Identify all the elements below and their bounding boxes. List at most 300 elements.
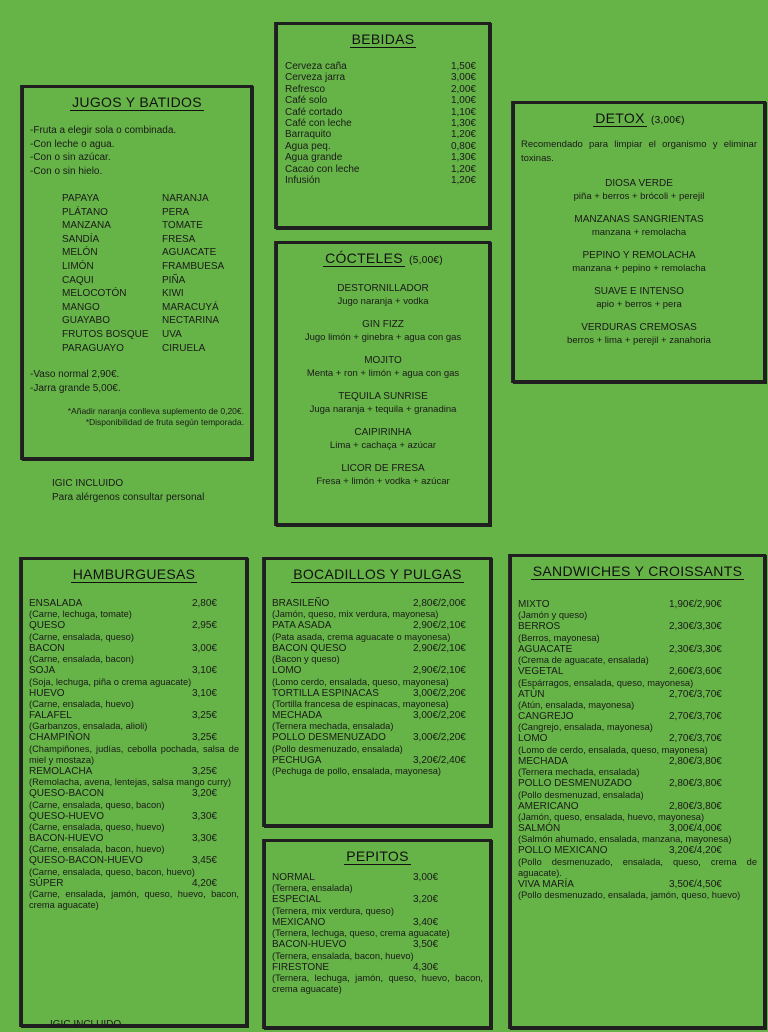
menu-row — [518, 689, 757, 700]
bocadillos-list — [266, 582, 489, 777]
menu-item — [29, 878, 239, 911]
menu-row — [285, 118, 476, 129]
item-price: 1,00€ — [450, 95, 476, 107]
igic-line: IGIC INCLUIDO — [52, 478, 124, 489]
menu-row — [272, 620, 483, 631]
menu-item — [518, 621, 757, 643]
item-price: 3,20€ — [191, 788, 217, 800]
text-line: MANGO — [62, 301, 100, 313]
hamburguesas-panel — [20, 557, 248, 1027]
menu-item — [29, 620, 239, 642]
menu-row — [518, 845, 757, 856]
cocteles-price: (5,00€) — [409, 255, 443, 266]
text-line: FRUTOS BOSQUE — [62, 328, 149, 340]
item-desc: Juga naranja + tequila + granadina — [309, 403, 457, 415]
item-price: 2,80€ — [191, 598, 217, 609]
menu-item — [518, 845, 757, 878]
menu-row — [29, 665, 239, 676]
text-line: -Con leche o agua. — [30, 138, 115, 150]
text-line: PIÑA — [162, 274, 186, 286]
menu-row — [285, 152, 476, 163]
item-description: (Berros, mayonesa) — [518, 632, 600, 643]
menu-row — [29, 811, 239, 822]
menu-row — [272, 598, 483, 609]
menu-item — [29, 598, 239, 620]
item-name: HUEVO — [29, 687, 65, 699]
item-description: (Ternera, ensalada, bacon, huevo) — [272, 950, 414, 961]
item-name: DESTORNILLADOR — [337, 283, 429, 294]
text-line: NARANJA — [162, 193, 209, 204]
text-line: GUAYABO — [62, 315, 110, 327]
menu-item — [29, 788, 239, 810]
item-name: Café con leche — [285, 118, 352, 130]
item-price: 3,00€/2,20€ — [413, 687, 466, 699]
item-price: 2,70€/3,70€ — [669, 688, 722, 700]
item-name: REMOLACHA — [29, 765, 93, 777]
menu-item — [272, 688, 483, 710]
menu-item — [272, 962, 483, 995]
text-line: *Añadir naranja conlleva suplemento de 0,20€. — [67, 406, 244, 417]
text-line: -Con o sin azúcar. — [30, 152, 111, 163]
item-description: (Ternera mechada, ensalada) — [272, 721, 394, 732]
igic-note-bottom: IGIC INCLUIDO — [50, 1019, 122, 1030]
item-price: 3,20€/4,20€ — [669, 845, 722, 857]
bocadillos-title: BOCADILLOS Y PULGAS — [293, 566, 462, 582]
item-description: (Jamón y queso) — [518, 610, 588, 621]
item-name: BERROS — [518, 621, 561, 633]
item-name: CAIPIRINHA — [354, 427, 412, 438]
bebidas-list — [278, 47, 488, 186]
item-price: 3,30€ — [191, 833, 217, 845]
item-description: (Ternera, lechuga, jamón, queso, huevo, bacon, crema aguacate) — [272, 973, 483, 995]
item-price: 3,30€ — [191, 810, 217, 822]
menu-row — [29, 620, 239, 631]
item-description: (Bacon y queso) — [272, 654, 340, 665]
menu-item — [29, 855, 239, 877]
item-price: 3,20€/2,40€ — [413, 754, 466, 766]
item-name: FIRESTONE — [272, 961, 330, 973]
item-name: POLLO DESMENUZADO — [518, 778, 632, 790]
menu-item — [282, 355, 484, 380]
menu-item — [521, 178, 757, 203]
cocteles-title: CÓCTELES — [325, 250, 403, 266]
jugos-intro — [24, 110, 250, 178]
menu-item — [29, 710, 239, 732]
item-name: VERDURAS CREMOSAS — [581, 322, 697, 333]
menu-row — [29, 788, 239, 799]
item-name: BACON QUESO — [272, 642, 347, 654]
menu-row — [285, 84, 476, 95]
item-name: SÚPER — [29, 877, 64, 889]
menu-item — [272, 872, 483, 894]
menu-item — [29, 732, 239, 765]
item-name: Agua peq. — [285, 140, 331, 152]
allergen-line: Para alérgenos consultar personal — [52, 492, 205, 503]
menu-row — [285, 61, 476, 72]
pepitos-title: PEPITOS — [346, 848, 409, 864]
item-description: (Carne, ensalada, jamón, queso, huevo, bacon, crema aguacate) — [29, 889, 239, 911]
menu-item — [282, 319, 484, 344]
item-price: 2,60€/3,60€ — [669, 666, 722, 678]
item-desc: manzana + pepino + remolacha — [572, 262, 706, 274]
menu-row — [272, 894, 483, 905]
item-description: (Pollo desmenuzado, ensalada, queso, crema de aguacate). — [518, 856, 757, 878]
item-name: QUESO-BACON-HUEVO — [29, 855, 143, 867]
menu-row — [518, 778, 757, 789]
menu-row — [518, 733, 757, 744]
text-line: PAPAYA — [62, 193, 100, 204]
item-name: SOJA — [29, 665, 56, 677]
text-line: MELÓN — [62, 247, 98, 259]
item-price: 3,00€/2,20€ — [413, 710, 466, 722]
item-price: 0,80€ — [450, 140, 476, 152]
text-line: CIRUELA — [162, 342, 206, 354]
text-line: UVA — [162, 328, 182, 340]
item-name: BRASILEÑO — [272, 598, 330, 609]
menu-item — [282, 391, 484, 416]
item-name: Agua grande — [285, 152, 343, 164]
item-price: 3,40€ — [413, 916, 439, 928]
hamburguesas-title: HAMBURGUESAS — [72, 566, 196, 582]
item-description: (Remolacha, avena, lentejas, salsa mango curry) — [29, 777, 232, 788]
item-price: 3,50€ — [413, 939, 439, 951]
item-name: FALAFEL — [29, 710, 72, 722]
menu-item — [29, 811, 239, 833]
menu-item — [29, 688, 239, 710]
item-price: 3,25€ — [191, 765, 217, 777]
item-description: (Soja, lechuga, piña o crema aguacate) — [29, 676, 192, 687]
item-name: POLLO DESMENUZADO — [272, 732, 386, 744]
menu-item — [521, 286, 757, 311]
text-line: -Con o sin hielo. — [30, 165, 103, 177]
item-price: 2,70€/3,70€ — [669, 733, 722, 745]
text-line: AGUACATE — [162, 247, 217, 259]
item-description: (Champiñones, judías, cebolla pochada, salsa de miel y mostaza) — [29, 743, 239, 765]
item-price: 3,10€ — [191, 687, 217, 699]
item-name: TEQUILA SUNRISE — [338, 391, 428, 402]
item-name: GIN FIZZ — [362, 319, 404, 330]
menu-item — [272, 665, 483, 687]
item-name: BACON-HUEVO — [29, 833, 104, 845]
text-line: -Jarra grande 5,00€. — [30, 383, 121, 395]
item-name: DIOSA VERDE — [605, 178, 673, 189]
item-name: PEPINO Y REMOLACHA — [582, 250, 696, 261]
item-desc: Menta + ron + limón + agua con gas — [306, 367, 460, 379]
menu-item — [29, 643, 239, 665]
item-name: MANZANAS SANGRIENTAS — [574, 214, 704, 225]
item-name: QUESO-BACON — [29, 788, 105, 800]
menu-row — [518, 621, 757, 632]
item-name: AMERICANO — [518, 800, 579, 812]
item-price: 3,50€/4,50€ — [669, 878, 722, 890]
menu-item — [518, 778, 757, 800]
item-desc: manzana + remolacha — [591, 226, 687, 238]
menu-item — [521, 322, 757, 347]
text-line: -Vaso normal 2,90€. — [30, 369, 120, 381]
item-price: 3,25€ — [191, 710, 217, 722]
menu-row — [285, 107, 476, 118]
menu-row — [518, 599, 757, 610]
menu-item — [518, 689, 757, 711]
item-description: (Crema de aguacate, ensalada) — [518, 655, 649, 666]
menu-item — [272, 939, 483, 961]
item-description: (Garbanzos, ensalada, alioli) — [29, 721, 148, 732]
menu-row — [29, 878, 239, 889]
menu-row — [29, 855, 239, 866]
item-description: (Lomo cerdo, ensalada, queso, mayonesa) — [272, 676, 449, 687]
text-line: TOMATE — [162, 220, 203, 232]
text-line: FRESA — [162, 233, 196, 245]
menu-row — [272, 962, 483, 973]
sandwiches-list — [512, 579, 763, 901]
item-description: (Salmón ahumado, ensalada, manzana, mayonesa) — [518, 834, 732, 845]
item-description: (Pollo desmenuzad, ensalada) — [518, 789, 644, 800]
menu-item — [29, 833, 239, 855]
menu-row — [285, 95, 476, 106]
menu-row — [285, 164, 476, 175]
item-price: 4,30€ — [413, 961, 439, 973]
item-price: 3,25€ — [191, 732, 217, 744]
item-name: MIXTO — [518, 599, 550, 610]
item-desc: Lima + cachaça + azúcar — [329, 439, 437, 451]
menu-item — [272, 894, 483, 916]
item-price: 2,80€/3,80€ — [669, 755, 722, 767]
menu-row — [272, 939, 483, 950]
item-name: Café solo — [285, 95, 328, 107]
menu-item — [282, 463, 484, 488]
text-line: PLÁTANO — [62, 206, 108, 218]
item-name: QUESO-HUEVO — [29, 810, 105, 822]
menu-item — [29, 665, 239, 687]
menu-item — [29, 766, 239, 788]
item-price: 3,45€ — [191, 855, 217, 867]
item-description: (Pollo desmenuzado, ensalada, jamón, queso, huevo) — [518, 890, 741, 901]
item-name: Cacao con leche — [285, 163, 360, 175]
item-price: 1,10€ — [450, 106, 476, 118]
menu-row — [272, 643, 483, 654]
item-description: (Jamón, queso, mix verdura, mayonesa) — [272, 609, 439, 620]
item-price: 2,30€/3,30€ — [669, 621, 722, 633]
item-description: (Ternera, lechuga, queso, crema aguacate) — [272, 928, 450, 939]
item-name: QUESO — [29, 620, 66, 632]
item-price: 3,00€/4,00€ — [669, 823, 722, 835]
item-description: (Atún, ensalada, mayonesa) — [518, 700, 635, 711]
text-line: NECTARINA — [162, 315, 220, 327]
menu-row — [285, 141, 476, 152]
item-desc: Jugo naranja + vodka — [337, 295, 429, 307]
item-description: (Carne, ensalada, huevo) — [29, 699, 134, 710]
item-description: (Carne, ensalada, queso, bacon, huevo) — [29, 866, 195, 877]
text-line: PARAGUAYO — [62, 342, 124, 354]
jugos-panel — [21, 85, 253, 460]
menu-item — [518, 733, 757, 755]
text-line: -Fruta a elegir sola o combinada. — [30, 125, 177, 136]
item-price: 2,80€/3,80€ — [669, 778, 722, 790]
item-name: MOJITO — [364, 355, 402, 366]
item-price: 2,95€ — [191, 620, 217, 632]
menu-row — [285, 129, 476, 140]
menu-row — [272, 665, 483, 676]
item-price: 2,80€/3,80€ — [669, 800, 722, 812]
menu-item — [272, 917, 483, 939]
item-description: (Pechuga de pollo, ensalada, mayonesa) — [272, 766, 442, 777]
bebidas-panel — [275, 22, 491, 229]
item-price: 1,30€ — [450, 152, 476, 164]
item-desc: Jugo limón + ginebra + agua con gas — [304, 331, 462, 343]
item-desc: piña + berros + brócoli + perejil — [573, 190, 705, 202]
item-name: Refresco — [285, 83, 326, 95]
menu-row — [272, 917, 483, 928]
jugos-fruit-col2 — [162, 192, 224, 355]
item-price: 1,30€ — [450, 118, 476, 130]
item-name: BACON-HUEVO — [272, 939, 347, 951]
menu-item — [518, 666, 757, 688]
item-price: 3,20€ — [413, 894, 439, 906]
menu-item — [518, 801, 757, 823]
item-description: (Espárragos, ensalada, queso, mayonesa) — [518, 677, 694, 688]
menu-item — [518, 711, 757, 733]
menu-item — [282, 283, 484, 308]
menu-row — [29, 710, 239, 721]
text-line: FRAMBUESA — [162, 260, 225, 272]
item-desc: Fresa + limón + vodka + azúcar — [316, 475, 450, 487]
item-description: (Ternera, ensalada) — [272, 883, 353, 894]
detox-price: (3,00€) — [650, 115, 685, 126]
item-price: 2,30€/3,30€ — [669, 643, 722, 655]
item-name: ATÚN — [518, 688, 545, 700]
text-line: KIWI — [162, 288, 184, 300]
item-description: (Pata asada, crema aguacate o mayonesa) — [272, 631, 451, 642]
menu-row — [29, 766, 239, 777]
bebidas-title: BEBIDAS — [351, 31, 415, 47]
item-name: Cerveza caña — [285, 61, 347, 72]
menu-row — [29, 598, 239, 609]
menu-row — [518, 666, 757, 677]
item-name: VIVA MARÍA — [518, 878, 574, 890]
item-description: (Carne, ensalada, queso, huevo) — [29, 822, 165, 833]
item-desc: berros + lima + perejil + zanahoria — [567, 334, 711, 346]
hamburguesas-list — [23, 582, 245, 911]
item-price: 2,90€/2,10€ — [413, 665, 466, 677]
item-name: LOMO — [272, 665, 302, 677]
item-desc: apio + berros + pera — [596, 298, 682, 310]
jugos-title: JUGOS Y BATIDOS — [72, 94, 202, 110]
item-price: 3,00€ — [413, 872, 439, 883]
menu-row — [29, 688, 239, 699]
item-name: POLLO MEXICANO — [518, 845, 608, 857]
igic-note — [52, 477, 204, 505]
item-description: (Cangrejo, ensalada, mayonesa) — [518, 722, 653, 733]
menu-item — [282, 427, 484, 452]
menu-row — [29, 833, 239, 844]
item-name: CANGREJO — [518, 711, 574, 723]
item-name: LICOR DE FRESA — [341, 463, 425, 474]
menu-row — [518, 823, 757, 834]
item-name: SALMÓN — [518, 823, 561, 835]
menu-item — [272, 598, 483, 620]
text-line: MARACUYÁ — [162, 301, 219, 313]
detox-list — [515, 166, 763, 347]
item-description: (Carne, ensalada, queso) — [29, 631, 134, 642]
menu-row — [272, 872, 483, 883]
item-price: 2,90€/2,10€ — [413, 642, 466, 654]
item-description: (Pollo desmenuzado, ensalada) — [272, 743, 403, 754]
menu-row — [518, 644, 757, 655]
menu-row — [285, 175, 476, 186]
text-line: *Disponibilidad de fruta según temporada. — [85, 417, 244, 428]
menu-item — [272, 755, 483, 777]
item-price: 1,20€ — [450, 129, 476, 141]
text-line: LIMÓN — [62, 260, 94, 272]
cocteles-list — [278, 266, 488, 488]
menu-item — [272, 620, 483, 642]
text-line: CAQUI — [62, 274, 94, 286]
item-description: (Jamón, queso, ensalada, huevo, mayonesa) — [518, 812, 705, 823]
item-name: NORMAL — [272, 872, 315, 883]
menu-row — [272, 732, 483, 743]
detox-intro: Recomendado para limpiar el organismo y eliminar toxinas. — [521, 139, 757, 164]
detox-panel — [512, 101, 766, 383]
item-description: (Carne, ensalada, queso, bacon) — [29, 799, 165, 810]
item-name: AGUACATE — [518, 643, 573, 655]
item-description: (Tortilla francesa de espinacas, mayonesa) — [272, 699, 449, 710]
item-name: SUAVE E INTENSO — [594, 286, 684, 297]
item-name: VEGETAL — [518, 666, 564, 678]
item-description: (Carne, ensalada, bacon, huevo) — [29, 844, 165, 855]
item-description: (Carne, ensalada, bacon) — [29, 654, 134, 665]
item-price: 2,90€/2,10€ — [413, 620, 466, 632]
menu-row — [518, 801, 757, 812]
item-name: ENSALADA — [29, 598, 83, 609]
pepitos-panel — [263, 839, 492, 1029]
jugos-fruit-col1 — [62, 192, 162, 355]
item-price: 3,00€ — [191, 642, 217, 654]
menu-item — [272, 710, 483, 732]
item-name: ESPECIAL — [272, 894, 321, 906]
item-name: LOMO — [518, 733, 548, 745]
pepitos-list — [266, 864, 489, 995]
menu-item — [272, 643, 483, 665]
item-price: 1,50€ — [450, 61, 476, 72]
item-name: Cerveza jarra — [285, 72, 346, 84]
menu-item — [521, 250, 757, 275]
menu-item — [518, 599, 757, 621]
item-description: (Carne, lechuga, tomate) — [29, 609, 132, 620]
menu-row — [518, 711, 757, 722]
item-name: Infusión — [285, 175, 321, 187]
menu-row — [285, 72, 476, 83]
menu-row — [518, 756, 757, 767]
menu-row — [272, 710, 483, 721]
item-name: PECHUGA — [272, 754, 322, 766]
item-name: MECHADA — [272, 710, 323, 722]
item-price: 2,70€/3,70€ — [669, 711, 722, 723]
text-line: PERA — [162, 206, 190, 218]
item-description: (Ternera, mix verdura, queso) — [272, 905, 394, 916]
menu-item — [272, 732, 483, 754]
text-line: SANDÍA — [62, 233, 100, 245]
bocadillos-panel — [263, 557, 492, 827]
item-name: TORTILLA ESPINACAS — [272, 687, 379, 699]
sandwiches-panel — [509, 554, 766, 1029]
menu-item — [518, 644, 757, 666]
item-price: 2,80€/2,00€ — [413, 598, 466, 609]
detox-title: DETOX — [595, 110, 645, 126]
item-price: 2,00€ — [450, 83, 476, 95]
item-price: 1,20€ — [450, 163, 476, 175]
menu-item — [518, 756, 757, 778]
menu-row — [518, 879, 757, 890]
